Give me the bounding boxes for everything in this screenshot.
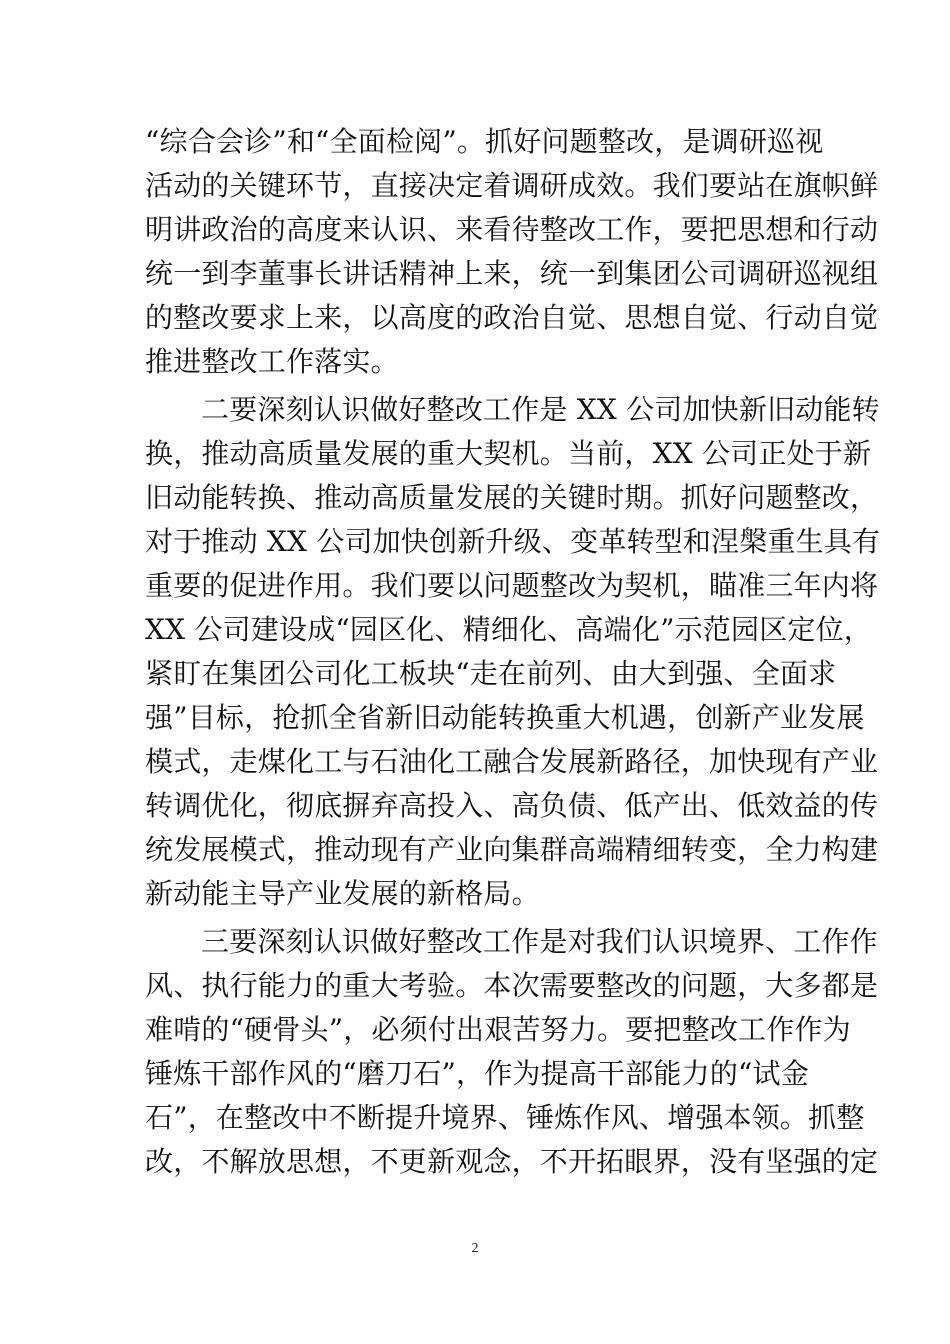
text-line: “综合会诊”和“全面检阅”。抓好问题整改，是调研巡视 [145,125,824,158]
text-line: 难啃的“硬骨头”，必须付出艰苦努力。要把整改工作作为 [145,1013,851,1046]
text-line: 重要的促进作用。我们要以问题整改为契机，瞄准三年内将 [145,569,879,602]
text-line: 统一到李董事长讲话精神上来，统一到集团公司调研巡视组 [145,257,879,290]
text-line: 明讲政治的高度来认识、来看待整改工作，要把思想和行动 [145,213,879,246]
text-line: 转调优化，彻底摒弃高投入、高负债、低产出、低效益的传 [145,789,879,822]
text-line: 改，不解放思想，不更新观念，不开拓眼界，没有坚强的定 [145,1145,879,1178]
text-line: 推进整改工作落实。 [145,345,399,378]
text-line: 锤炼干部作风的“磨刀石”，作为提高干部能力的“试金 [145,1057,809,1090]
text-line: 对于推动 XX 公司加快创新升级、变革转型和涅槃重生具有 [145,525,881,558]
text-line: 紧盯在集团公司化工板块“走在前列、由大到强、全面求 [145,657,837,690]
text-line: 统发展模式，推动现有产业向集群高端精细转变，全力构建 [145,833,879,866]
text-line: 活动的关键环节，直接决定着调研成效。我们要站在旗帜鲜 [145,169,879,202]
paragraph-start-line: 二要深刻认识做好整改工作是 XX 公司加快新旧动能转 [201,393,880,426]
text-line: 模式，走煤化工与石油化工融合发展新路径，加快现有产业 [145,745,879,778]
text-line: 强”目标，抢抓全省新旧动能转换重大机遇，创新产业发展 [145,701,865,734]
text-line: 旧动能转换、推动高质量发展的关键时期。抓好问题整改， [145,481,879,514]
page-number: 2 [471,1241,479,1256]
text-line: XX 公司建设成“园区化、精细化、高端化”示范园区定位， [145,613,872,646]
paragraph-start-line: 三要深刻认识做好整改工作是对我们认识境界、工作作 [201,925,878,958]
text-line: 风、执行能力的重大考验。本次需要整改的问题，大多都是 [145,969,879,1002]
text-line: 换，推动高质量发展的重大契机。当前，XX 公司正处于新 [145,437,872,470]
text-line: 的整改要求上来，以高度的政治自觉、思想自觉、行动自觉 [145,301,879,334]
text-line: 石”，在整改中不断提升境界、锤炼作风、增强本领。抓整 [145,1101,865,1134]
text-line: 新动能主导产业发展的新格局。 [145,877,540,910]
